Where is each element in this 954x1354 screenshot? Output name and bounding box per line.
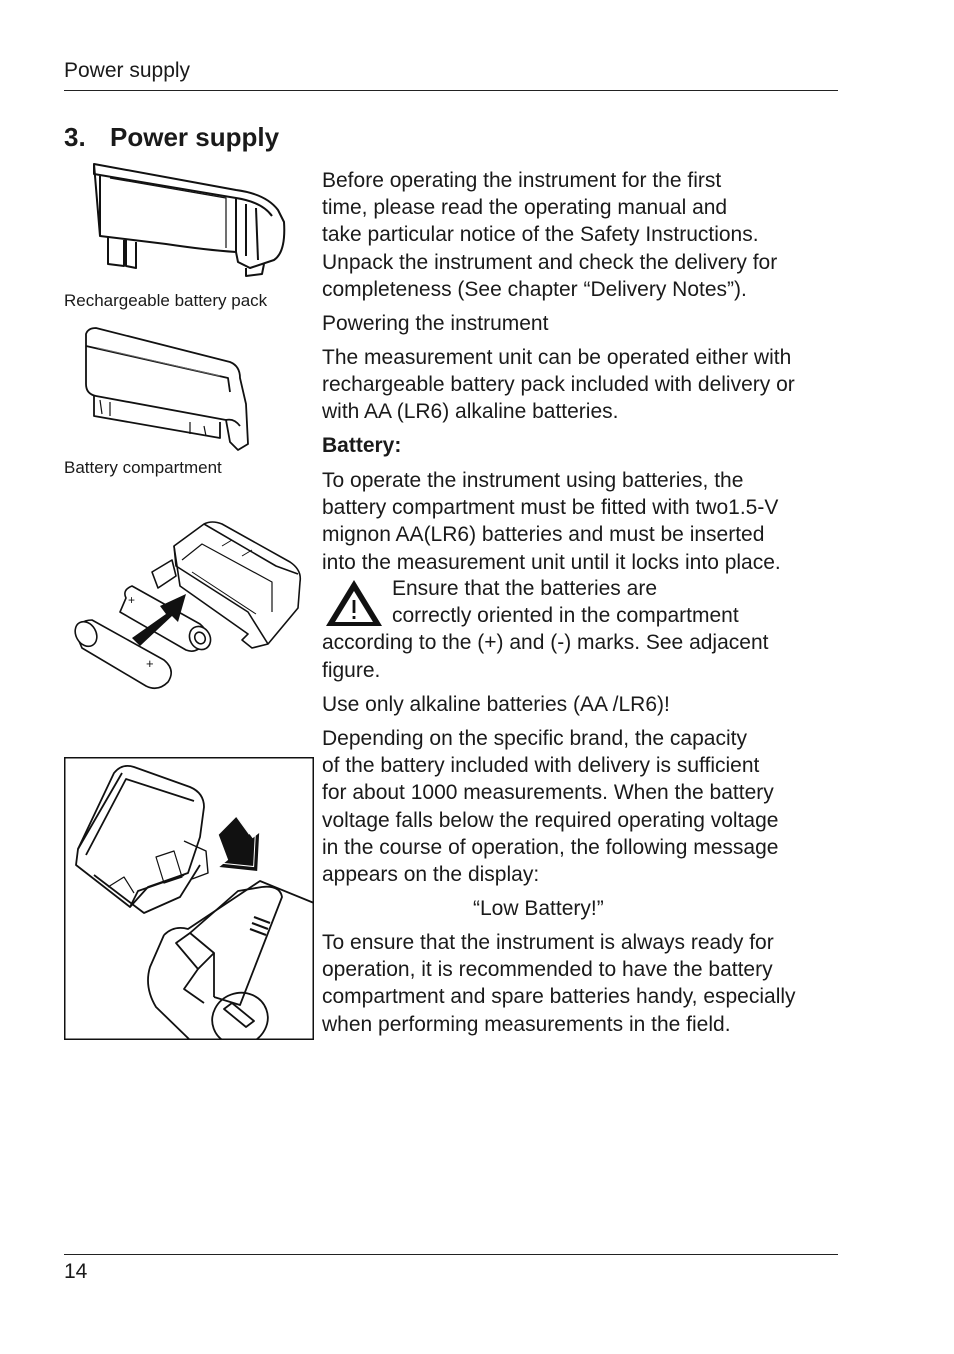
alkaline-note: Use only alkaline batteries (AA /LR6)! — [322, 693, 670, 716]
operation-paragraph — [322, 344, 842, 426]
text-line: rechargeable battery pack included with delivery or — [322, 373, 795, 397]
text-line: with AA (LR6) alkaline batteries. — [322, 400, 619, 424]
header-rule — [64, 90, 838, 91]
text-line: compartment and spare batteries handy, especially — [322, 985, 796, 1009]
text-line: To ensure that the instrument is always ready for — [322, 931, 774, 954]
battery-insertion-illustration — [72, 516, 304, 696]
intro-paragraph — [322, 167, 842, 303]
text-line: figure. — [322, 658, 381, 682]
text-line: according to the (+) and (-) marks. See adjacent — [322, 631, 769, 655]
section-number: 3. — [64, 122, 86, 152]
text-line: into the measurement unit until it locks into place. — [322, 550, 781, 574]
section-title-text: Power supply — [110, 122, 280, 152]
page-number: 14 — [64, 1260, 88, 1283]
svg-text:+: + — [128, 593, 136, 607]
capacity-paragraph — [322, 725, 842, 888]
battery-paragraph — [322, 467, 842, 576]
text-line: completeness (See chapter “Delivery Notes”). — [322, 277, 747, 301]
section-title — [64, 122, 279, 153]
warning-paragraph — [322, 575, 842, 684]
text-line: Before operating the instrument for the first — [322, 169, 722, 192]
battery-pack-caption: Rechargeable battery pack — [64, 291, 268, 310]
text-line: in the course of operation, the following message — [322, 835, 779, 859]
text-line: mignon AA(LR6) batteries and must be inserted — [322, 523, 765, 547]
battery-compartment-illustration — [80, 326, 256, 456]
ready-paragraph — [322, 929, 842, 1038]
powering-heading: Powering the instrument — [322, 312, 549, 335]
text-line: when performing measurements in the field. — [322, 1012, 731, 1036]
text-line: To operate the instrument using batteries, the — [322, 469, 744, 492]
svg-text:+: + — [146, 656, 154, 671]
text-line: Depending on the specific brand, the capacity — [322, 727, 747, 750]
text-line: for about 1000 measurements. When the battery — [322, 781, 774, 805]
text-line: of the battery included with delivery is sufficient — [322, 754, 760, 778]
text-line: battery compartment must be fitted with two1.5-V — [322, 496, 779, 520]
battery-pack-illustration — [86, 160, 290, 278]
text-line: correctly oriented in the compartment — [392, 604, 739, 628]
text-line: Ensure that the batteries are — [392, 577, 657, 600]
footer-rule — [64, 1254, 838, 1255]
text-line: appears on the display: — [322, 863, 540, 887]
text-line: take particular notice of the Safety Instructions. — [322, 223, 759, 247]
text-line: Unpack the instrument and check the delivery for — [322, 250, 778, 274]
text-line: operation, it is recommended to have the battery — [322, 958, 773, 982]
running-header: Power supply — [64, 59, 191, 82]
battery-heading: Battery: — [322, 434, 402, 457]
display-message: “Low Battery!” — [473, 897, 604, 920]
text-line: voltage falls below the required operating voltage — [322, 808, 779, 832]
text-line: The measurement unit can be operated either with — [322, 346, 792, 369]
device-insertion-illustration — [64, 757, 314, 1040]
battery-compartment-caption: Battery compartment — [64, 458, 222, 477]
text-line: time, please read the operating manual and — [322, 196, 728, 220]
